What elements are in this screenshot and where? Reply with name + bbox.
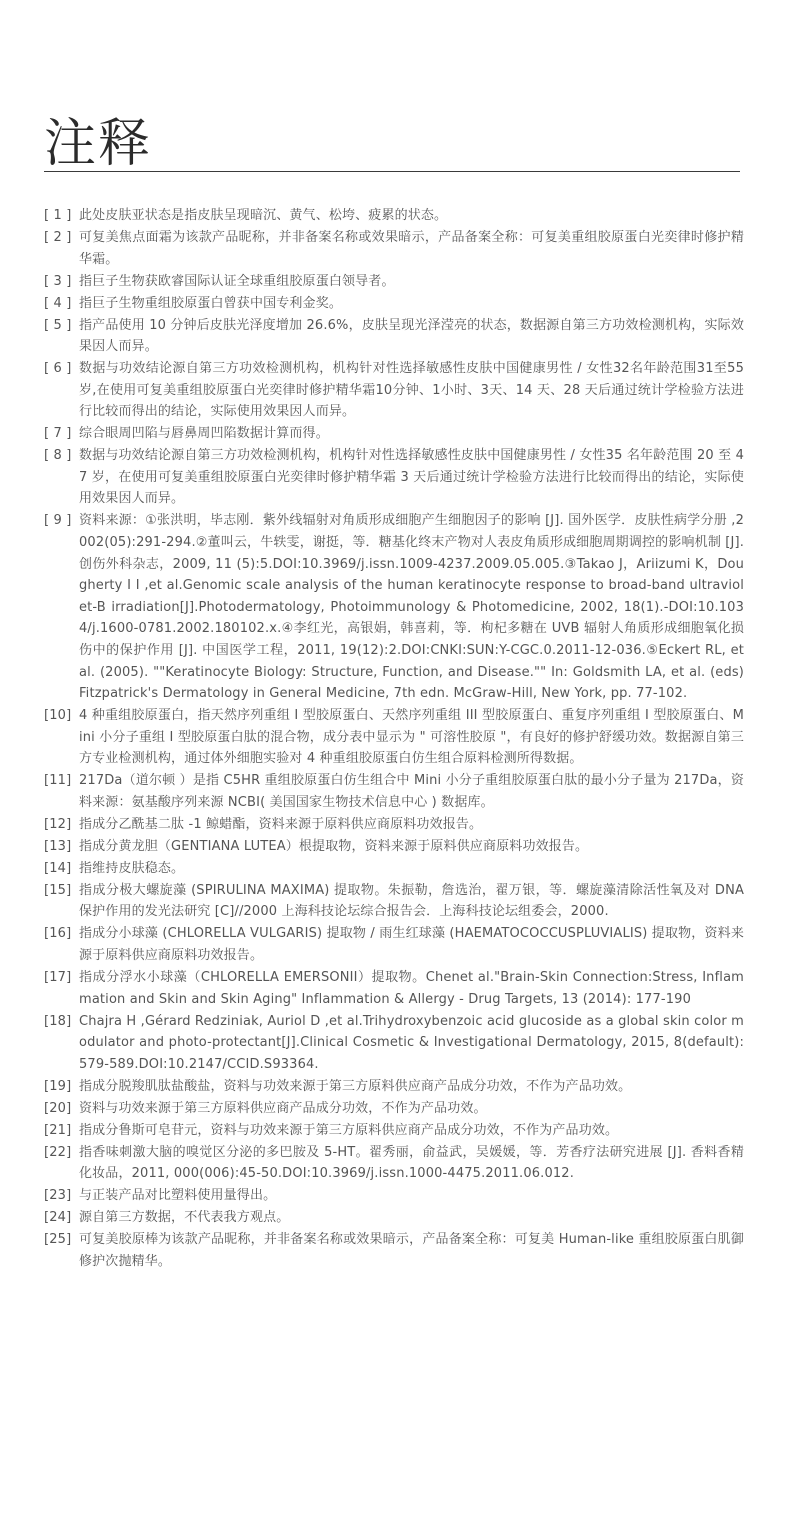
note-text: 综合眼周凹陷与唇鼻周凹陷数据计算而得。: [79, 426, 329, 442]
note-item: [44, 1011, 744, 1076]
note-item: [44, 1120, 744, 1142]
note-item: [44, 770, 744, 813]
note-item: [44, 423, 744, 445]
note-number: [18]: [44, 1013, 72, 1029]
note-number: [23]: [44, 1188, 72, 1204]
note-item: [44, 858, 744, 880]
note-item: [44, 1207, 744, 1229]
note-text: 指产品使用 10 分钟后皮肤光泽度增加 26.6%，皮肤呈现光泽滢亮的状态，数据源自第三方功效检测机构，实际效果因人而异。: [79, 317, 744, 355]
note-text: 217Da（道尔顿 ）是指 C5HR 重组胶原蛋白仿生组合中 Mini 小分子重组胶原蛋白肽的最小分子量为 217Da，资料来源：氨基酸序列来源 NCBI( 美国国家生物技术信息中心 ) 数据库。: [79, 773, 744, 810]
note-text: 此处皮肤亚状态是指皮肤呈现暗沉、黄气、松垮、疲累的状态。: [79, 208, 448, 223]
note-number: [21]: [44, 1122, 72, 1138]
note-text: 指巨子生物重组胶原蛋白曾获中国专利金奖。: [79, 295, 343, 311]
note-text: 指维持皮肤稳态。: [79, 860, 185, 876]
note-text: 指成分小球藻 (CHLORELLA VULGARIS) 提取物 / 雨生红球藻 (HAEMATOCOCCUSPLUVIALIS) 提取物，资料来源于原料供应商原料功效报告。: [79, 926, 744, 964]
note-text: 指成分黄龙胆（GENTIANA LUTEA）根提取物，资料来源于原料供应商原料功效报告。: [79, 838, 589, 854]
note-item: [44, 967, 744, 1010]
note-text: 指成分浮水小球藻（CHLORELLA EMERSONII）提取物。Chenet al."Brain-Skin Connection:Stress, Inflammation and Skin and Skin Aging" Inflammation & Allergy - Drug Targets, 13 (2014): 177-190: [79, 970, 744, 1007]
note-text: 可复美焦点面霜为该款产品昵称，并非备案名称或效果暗示，产品备案全称：可复美重组胶原蛋白光奕律时修护精华霜。: [79, 229, 744, 267]
title-divider: [44, 171, 740, 172]
note-number: [25]: [44, 1232, 72, 1248]
note-number: [12]: [44, 816, 72, 832]
note-number: [19]: [44, 1078, 72, 1094]
note-number: [ 4 ]: [44, 295, 72, 311]
note-number: [ 2 ]: [44, 229, 72, 245]
note-text: 与正装产品对比塑料使用量得出。: [79, 1188, 277, 1204]
note-number: [14]: [44, 860, 72, 876]
note-item: [44, 445, 744, 510]
note-text: 指巨子生物获欧睿国际认证全球重组胶原蛋白领导者。: [79, 273, 395, 289]
note-item: [44, 271, 744, 293]
note-item: [44, 880, 744, 923]
note-number: [ 1 ]: [44, 208, 72, 223]
note-number: [ 5 ]: [44, 317, 72, 333]
note-item: [44, 227, 744, 270]
note-text: 源自第三方数据，不代表我方观点。: [79, 1210, 290, 1226]
note-item: [44, 358, 744, 423]
note-item: [44, 1076, 744, 1098]
note-number: [ 8 ]: [44, 448, 72, 464]
note-text: 指成分鲁斯可皂苷元，资料与功效来源于第三方原料供应商产品成分功效，不作为产品功效。: [79, 1122, 619, 1138]
note-item: [44, 510, 744, 704]
note-number: [ 3 ]: [44, 273, 72, 289]
note-item: [44, 1098, 744, 1120]
note-item: [44, 293, 744, 315]
note-number: [20]: [44, 1100, 72, 1116]
note-item: [44, 315, 744, 358]
note-text: 指成分乙酰基二肽 -1 鲸蜡酯，资料来源于原料供应商原料功效报告。: [79, 816, 483, 832]
note-number: [ 6 ]: [44, 361, 72, 377]
page-title: 注释: [44, 114, 153, 174]
note-number: [16]: [44, 926, 72, 942]
note-item: [44, 814, 744, 836]
note-text: 资料与功效来源于第三方原料供应商产品成分功效，不作为产品功效。: [79, 1100, 487, 1116]
note-item: [44, 923, 744, 966]
note-item: [44, 705, 744, 770]
note-text: 指成分极大螺旋藻 (SPIRULINA MAXIMA) 提取物。朱振勒，詹选治，翟万银，等．螺旋藻清除活性氧及对 DNA 保护作用的发光法研究 [C]//2000 上海科技论坛综合报告会．上海科技论坛组委会，2000.: [79, 882, 744, 920]
note-text: 数据与功效结论源自第三方功效检测机构，机构针对性选择敏感性皮肤中国健康男性 / 女性32名年龄范围31至55岁,在使用可复美重组胶原蛋白光奕律时修护精华霜10分钟、1小时、3天、14 天、28 天后通过统计学检验方法进行比较而得出的结论，实际使用效果因人而异。: [79, 361, 744, 420]
note-item: [44, 836, 744, 858]
note-text: 指香味刺激大脑的嗅觉区分泌的多巴胺及 5-HT。翟秀丽，俞益武，吴媛媛，等．芳香疗法研究进展 [J]. 香料香精化妆品，2011, 000(006):45-50.DOI:10.3969/j.issn.1000-4475.2011.06.012.: [79, 1144, 744, 1182]
note-number: [22]: [44, 1144, 72, 1160]
note-number: [10]: [44, 708, 72, 724]
note-item: [44, 1229, 744, 1272]
note-number: [24]: [44, 1210, 72, 1226]
note-number: [ 7 ]: [44, 426, 72, 442]
note-number: [17]: [44, 970, 72, 986]
notes-list: [44, 205, 744, 1273]
note-text: 可复美胶原棒为该款产品昵称，并非备案名称或效果暗示，产品备案全称：可复美 Human-like 重组胶原蛋白肌御修护次抛精华。: [79, 1232, 744, 1269]
note-number: [15]: [44, 882, 72, 898]
note-item: [44, 205, 744, 227]
note-text: 资料来源：①张洪明，毕志刚．紫外线辐射对角质形成细胞产生细胞因子的影响 [J]. 国外医学．皮肤性病学分册 ,2002(05):291-294.②董叫云，牛轶雯，谢挺，等．糖基化终末产物对人表皮角质形成细胞周期调控的影响机制 [J]. 创伤外科杂志，2009, 11 (5):5.DOI:10.3969/j.issn.1009-4237.2009.05.005.③Takao J，Ariizumi K，Dougherty I I ,et al.Genomic scale analysis of the human keratinocyte response to broad‐band ultraviolet‐B irradiation[J].Photodermatology, Photoimmunology & Photomedicine, 2002, 18(1).-DOI:10.1034/j.1600-0781.2002.180102.x.④李红光，高银娟，韩喜莉，等．枸杞多糖在 UVB 辐射人角质形成细胞氧化损伤中的保护作用 [J]. 中国医学工程，2011, 19(12):2.DOI:CNKI:SUN:Y-CGC.0.2011-12-036.⑤Eckert RL, et al. (2005). ""Keratinocyte Biology: Structure, Function, and Disease."" In: Goldsmith LA, et al. (eds) Fitzpatrick's Dermatology in General Medicine, 7th edn. McGraw-Hill, New York, pp. 77-102.: [79, 513, 744, 702]
note-item: [44, 1142, 744, 1185]
note-text: Chajra H ,Gérard Redziniak, Auriol D ,et al.Trihydroxybenzoic acid glucoside as a global skin color modulator and photo-protectant[J].Clinical Cosmetic & Investigational Dermatology, 2015, 8(default):579-589.DOI:10.2147/CCID.S93364.: [79, 1013, 744, 1072]
note-text: 4 种重组胶原蛋白，指天然序列重组 I 型胶原蛋白、天然序列重组 III 型胶原蛋白、重复序列重组 I 型胶原蛋白、Mini 小分子重组 I 型胶原蛋白肽的混合物，成分表中显示为 " 可溶性胶原 "，有良好的修护舒缓功效。数据源自第三方专业检测机构，通过体外细胞实验对 4 种重组胶原蛋白仿生组合原料检测所得数据。: [79, 708, 744, 767]
note-number: [11]: [44, 773, 72, 789]
note-item: [44, 1185, 744, 1207]
note-number: [ 9 ]: [44, 513, 72, 529]
note-number: [13]: [44, 838, 72, 854]
note-text: 数据与功效结论源自第三方功效检测机构，机构针对性选择敏感性皮肤中国健康男性 / 女性35 名年龄范围 20 至 47 岁，在使用可复美重组胶原蛋白光奕律时修护精华霜 3 天后通过统计学检验方法进行比较而得出的结论，实际使用效果因人而异。: [79, 448, 744, 507]
note-text: 指成分脱羧肌肽盐酸盐，资料与功效来源于第三方原料供应商产品成分功效，不作为产品功效。: [79, 1078, 632, 1094]
